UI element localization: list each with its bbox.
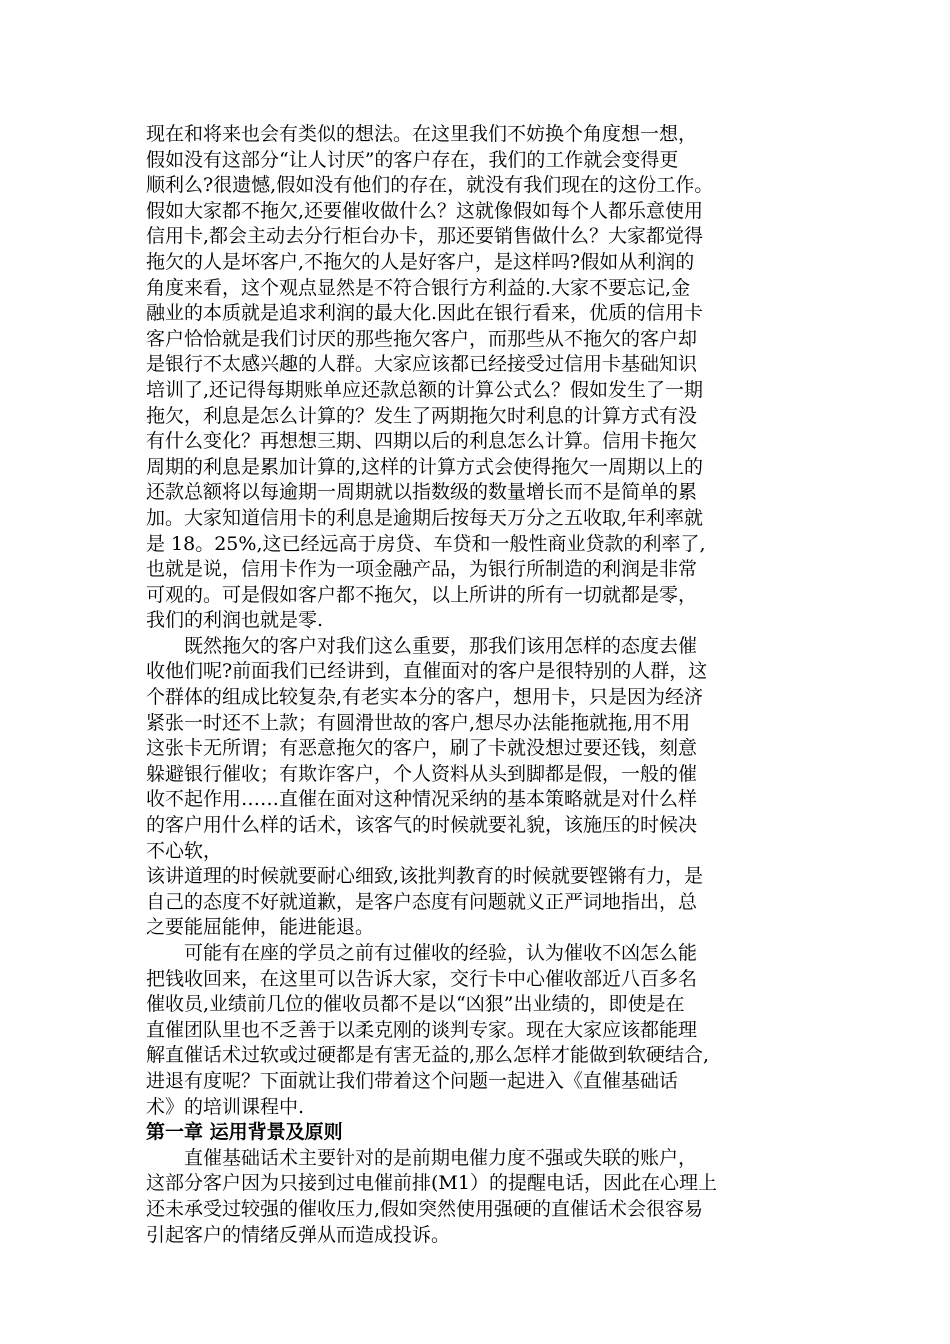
text-line: 直催基础话术主要针对的是前期电催力度不强或失联的账户， [146, 1146, 698, 1169]
text-line: 周期的利息是累加计算的,这样的计算方式会使得拖欠一周期以上的 [146, 455, 704, 478]
text-line: 也就是说，信用卡作为一项金融产品，为银行所制造的利润是非常 [146, 558, 698, 581]
text-line: 我们的利润也就是零. [146, 609, 324, 632]
paragraph-background [146, 1146, 811, 1248]
text-line: 可观的。可是假如客户都不拖欠，以上所讲的所有一切就都是零， [146, 583, 698, 606]
text-line: 的客户用什么样的话术，该客气的时候就要礼貌，该施压的时候决 [146, 814, 698, 837]
text-line: 紧张一时还不上款；有圆滑世故的客户,想尽办法能拖就拖,用不用 [146, 711, 691, 734]
text-line: 假如大家都不拖欠,还要催收做什么？这就像假如每个人都乐意使用 [146, 199, 704, 222]
text-line: 解直催话术过软或过硬都是有害无益的,那么怎样才能做到软硬结合, [146, 1044, 710, 1067]
text-line: 进退有度呢？下面就让我们带着这个问题一起进入《直催基础话 [146, 1069, 679, 1092]
text-line: 角度来看，这个观点显然是不符合银行方利益的.大家不要忘记,金 [146, 276, 691, 299]
text-line: 引起客户的情绪反弹从而造成投诉。 [146, 1223, 451, 1246]
text-line: 既然拖欠的客户对我们这么重要，那我们该用怎样的态度去催 [146, 634, 698, 657]
document-page [146, 122, 811, 1248]
text-line: 培训了,还记得每期账单应还款总额的计算公式么？假如发生了一期 [146, 378, 704, 401]
text-line: 客户恰恰就是我们讨厌的那些拖欠客户，而那些从不拖欠的客户却 [146, 327, 698, 350]
text-line: 躲避银行催收；有欺诈客户，个人资料从头到脚都是假，一般的催 [146, 762, 698, 785]
text-line: 这部分客户因为只接到过电催前排(M1）的提醒电话，因此在心理上 [146, 1172, 717, 1195]
text-line: 之要能屈能伸，能进能退。 [146, 916, 375, 939]
text-line: 是银行不太感兴趣的人群。大家应该都已经接受过信用卡基础知识 [146, 353, 698, 376]
text-line: 该讲道理的时候就要耐心细致,该批判教育的时候就要铿锵有力，是 [146, 865, 704, 888]
chapter-heading: 第一章 运用背景及原则 [146, 1121, 343, 1144]
text-line: 催收员,业绩前几位的催收员都不是以“凶狠”出业绩的，即使是在 [146, 993, 685, 1016]
paragraph-soft-hard [146, 941, 811, 1120]
text-line: 直催团队里也不乏善于以柔克刚的谈判专家。现在大家应该都能理 [146, 1018, 698, 1041]
text-line: 信用卡,都会主动去分行柜台办卡，那还要销售做什么？大家都觉得 [146, 225, 704, 248]
text-line: 收不起作用……直催在面对这种情况采纳的基本策略就是对什么样 [146, 788, 698, 811]
paragraph-attitude [146, 634, 811, 941]
text-line: 这张卡无所谓；有恶意拖欠的客户，刷了卡就没想过要还钱，刻意 [146, 737, 698, 760]
text-line: 顺利么?很遗憾,假如没有他们的存在，就没有我们现在的这份工作。 [146, 174, 714, 197]
text-line: 还未承受过较强的催收压力,假如突然使用强硬的直催话术会很容易 [146, 1197, 704, 1220]
text-line: 可能有在座的学员之前有过催收的经验，认为催收不凶怎么能 [146, 942, 698, 964]
text-line: 个群体的组成比较复杂,有老实本分的客户，想用卡，只是因为经济 [146, 686, 704, 709]
text-line: 拖欠，利息是怎么计算的？发生了两期拖欠时利息的计算方式有没 [146, 404, 698, 427]
text-line: 拖欠的人是坏客户,不拖欠的人是好客户，是这样吗?假如从利润的 [146, 250, 695, 273]
text-line: 现在和将来也会有类似的想法。在这里我们不妨换个角度想一想， [146, 123, 698, 145]
text-line: 不心软， [146, 839, 223, 862]
text-line: 假如没有这部分“让人讨厌”的客户存在，我们的工作就会变得更 [146, 148, 679, 171]
text-line: 还款总额将以每逾期一周期就以指数级的数量增长而不是简单的累 [146, 481, 698, 504]
text-line: 把钱收回来，在这里可以告诉大家，交行卡中心催收部近八百多名 [146, 967, 698, 990]
text-line: 是 18。25%,这已经远高于房贷、车贷和一般性商业贷款的利率了, [146, 532, 706, 555]
text-line: 加。大家知道信用卡的利息是逾期后按每天万分之五收取,年利率就 [146, 506, 704, 529]
text-line: 有什么变化？再想想三期、四期以后的利息怎么计算。信用卡拖欠 [146, 430, 698, 453]
paragraph-profit [146, 122, 811, 634]
text-line: 术》的培训课程中. [146, 1095, 305, 1118]
text-line: 融业的本质就是追求利润的最大化.因此在银行看来，优质的信用卡 [146, 302, 704, 325]
text-line: 自己的态度不好就道歉，是客户态度有问题就义正严词地指出，总 [146, 890, 698, 913]
text-line: 收他们呢?前面我们已经讲到，直催面对的客户是很特别的人群，这 [146, 660, 708, 683]
